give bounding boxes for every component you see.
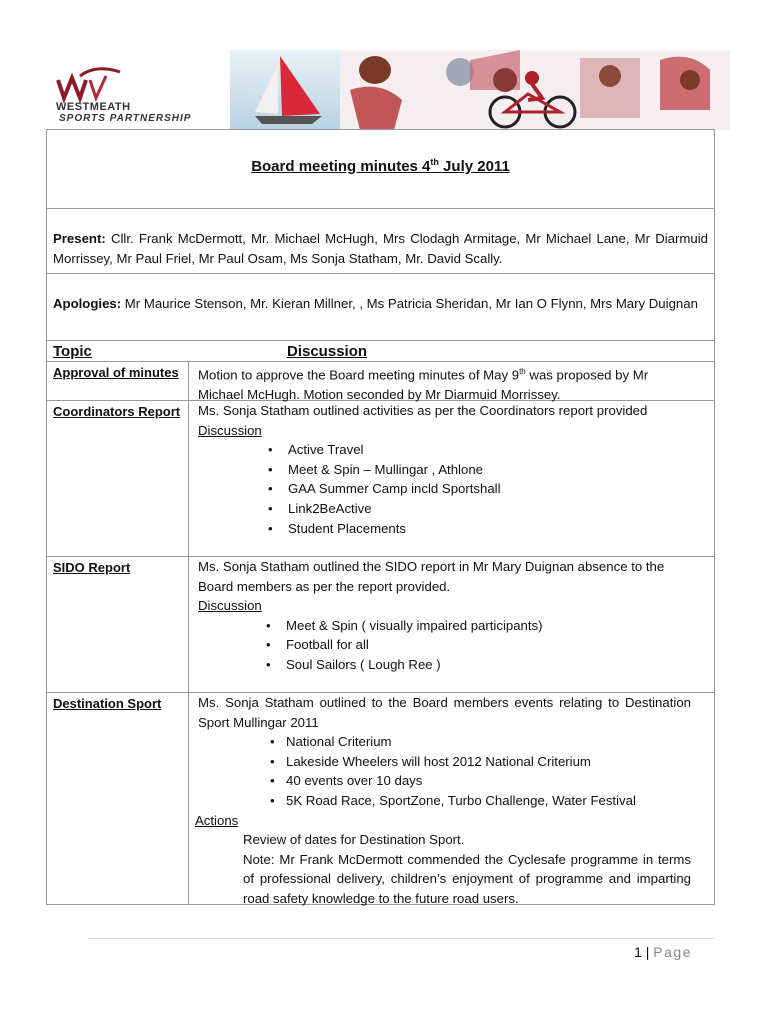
apologies-paragraph: [53, 294, 708, 314]
present-paragraph: [53, 229, 708, 269]
topic-destination-sport: Destination Sport: [53, 696, 162, 711]
logo-text-westmeath: WESTMEATH: [56, 101, 131, 113]
title-sup: th: [430, 157, 439, 167]
list-item: • Meet & Spin ( visually impaired participants): [266, 616, 698, 636]
discussion-sido-report: [198, 557, 698, 675]
discussion-destination-sport: [195, 693, 691, 909]
topic-sido-report: SIDO Report: [53, 560, 131, 575]
list-item: • National Criterium: [270, 732, 691, 752]
logo-icon: [58, 69, 120, 98]
bullet-list: [198, 732, 691, 810]
action-item: Review of dates for Destination Sport.: [243, 832, 465, 848]
title-suffix: July 2011: [438, 158, 510, 175]
list-item: • 5K Road Race, SportZone, Turbo Challenge, Water Festival: [270, 791, 691, 811]
bullet-list: [198, 440, 698, 538]
apologies-text: Mr Maurice Stenson, Mr. Kieran Millner, , Ms Patricia Sheridan, Mr Ian O Flynn, Mrs Mary Duignan: [121, 296, 698, 311]
list-item: • Link2BeActive: [268, 499, 698, 519]
discussion-intro: Ms. Sonja Statham outlined activities as per the Coordinators report provided: [198, 403, 648, 418]
actions-block: [198, 830, 691, 908]
discussion-subheading: Discussion: [198, 422, 262, 438]
text-span: was proposed by Mr: [525, 367, 649, 383]
column-divider: [188, 361, 189, 904]
list-item: • Meet & Spin – Mullingar , Athlone: [268, 460, 698, 480]
text-span: Motion to approve the Board meeting minutes of May 9: [198, 367, 520, 383]
discussion-intro: Ms. Sonja Statham outlined the SIDO report in Mr Mary Duignan absence to the: [198, 559, 665, 574]
list-item: • Student Placements: [268, 519, 698, 539]
minutes-table: [46, 340, 715, 905]
present-section: [46, 208, 715, 274]
title-section: [46, 129, 715, 209]
list-item: • Lakeside Wheelers will host 2012 National Criterium: [270, 752, 691, 772]
apologies-section: [46, 273, 715, 341]
discussion-subheading: Discussion: [198, 598, 262, 614]
text-sup: th: [519, 367, 526, 376]
page-title: [47, 157, 714, 175]
list-item: • GAA Summer Camp incld Sportshall: [268, 479, 698, 499]
discussion-line: Michael McHugh. Motion seconded by Mr Diarmuid Morrissey.: [198, 386, 561, 402]
discussion-intro: Board members as per the report provided.: [198, 578, 451, 594]
page-label: Page: [653, 944, 692, 960]
discussion-approval-of-minutes: [198, 362, 698, 405]
bullet-list: [198, 616, 698, 675]
logo-text-sports-partnership: SPORTS PARTNERSHIP: [56, 113, 194, 124]
list-item: • Football for all: [266, 635, 698, 655]
action-note: Note: Mr Frank McDermott commended the Cyclesafe programme in terms of professional delivery, children’s enjoyment of programme and imparting road safety knowledge to the future road users.: [243, 851, 691, 906]
list-item: • Active Travel: [268, 440, 698, 460]
title-prefix: Board meeting minutes 4: [251, 158, 431, 175]
discussion-header: Discussion: [287, 343, 368, 360]
discussion-subheading: Actions: [195, 812, 239, 828]
topic-approval-of-minutes: Approval of minutes: [53, 365, 179, 380]
page-separator: |: [641, 944, 654, 960]
header-banner: [50, 50, 730, 130]
discussion-intro: Ms. Sonja Statham outlined to the Board members events relating to Destination Sport Mullingar 2011: [198, 695, 691, 730]
page-number: 1: [634, 944, 642, 960]
apologies-label: Apologies:: [53, 296, 122, 311]
topic-coordinators-report: Coordinators Report: [53, 404, 181, 419]
page-footer: [634, 944, 692, 960]
present-label: Present:: [53, 231, 106, 246]
topic-header: Topic: [53, 343, 92, 360]
footer-divider: [88, 938, 715, 939]
list-item: • Soul Sailors ( Lough Ree ): [266, 655, 698, 675]
list-item: • 40 events over 10 days: [270, 771, 691, 791]
present-text: Cllr. Frank McDermott, Mr. Michael McHugh, Mrs Clodagh Armitage, Mr Michael Lane, Mr Diarmuid Morrissey, Mr Paul Friel, Mr Paul Osam, Ms Sonja Statham, Mr. David Scally.: [53, 231, 708, 266]
discussion-line: [198, 362, 698, 385]
discussion-coordinators-report: [198, 401, 698, 538]
